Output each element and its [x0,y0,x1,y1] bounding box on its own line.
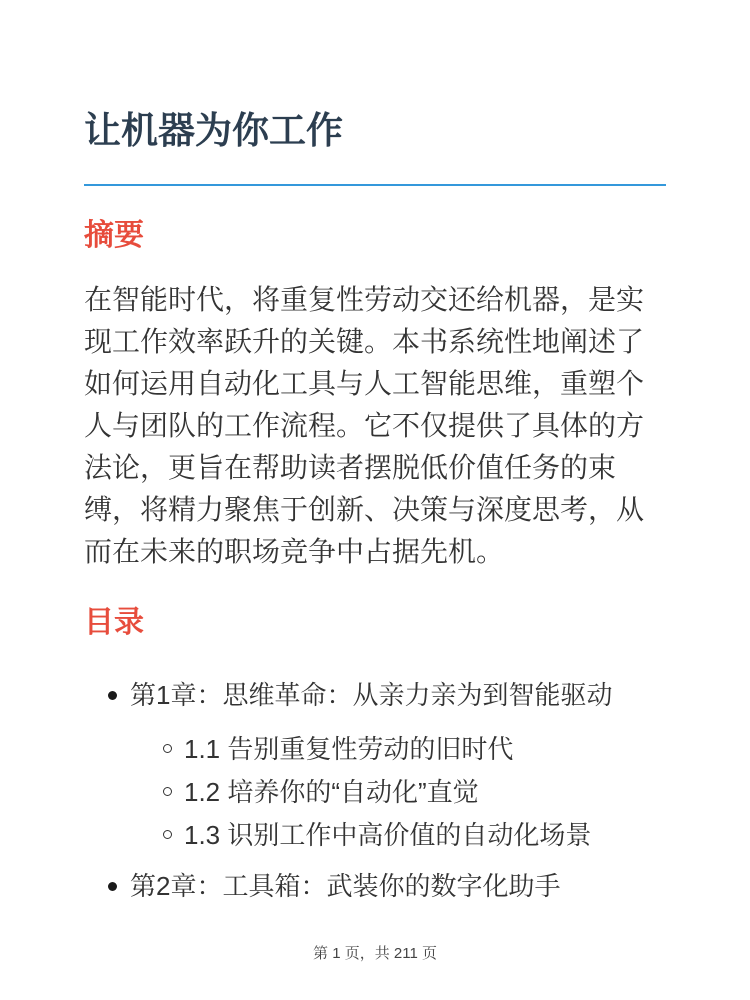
toc-item-label: 1.1 告别重复性劳动的旧时代 [184,734,514,764]
page-title: 让机器为你工作 [84,108,666,186]
toc-item-section-1-1 [163,728,666,770]
abstract-heading: 摘要 [84,219,144,252]
bullet-circle-icon [163,787,172,796]
toc-item-section-1-3 [163,814,666,856]
bullet-circle-icon [163,830,172,839]
bullet-disc-icon [108,882,117,891]
toc-item-label: 1.3 识别工作中高价值的自动化场景 [184,820,592,850]
toc-item-label: 1.2 培养你的“自动化”直觉 [184,777,479,807]
page-number: 第 1 页，共 211 页 [313,945,437,962]
toc-item-label: 第1章：思维革命：从亲力亲为到智能驱动 [130,680,613,710]
toc-item-chapter-2 [108,865,666,907]
toc-heading: 目录 [84,606,144,639]
bullet-circle-icon [163,744,172,753]
toc-item-label: 第2章：工具箱：武装你的数字化助手 [130,871,561,901]
toc-item-section-1-2 [163,771,666,813]
toc-sublist-chapter-1 [84,728,666,856]
bullet-disc-icon [108,691,117,700]
toc-item-chapter-1 [108,674,666,716]
toc-list [84,674,666,907]
abstract-paragraph: 在智能时代，将重复性劳动交还给机器，是实现工作效率跃升的关键。本书系统性地阐述了如何运用自动化工具与人工智能思维，重塑个人与团队的工作流程。它不仅提供了具体的方法论，更旨在帮助读者摆脱低价值任务的束缚，将精力聚焦于创新、决策与深度思考，从而在未来的职场竞争中占据先机。 [84,284,645,567]
